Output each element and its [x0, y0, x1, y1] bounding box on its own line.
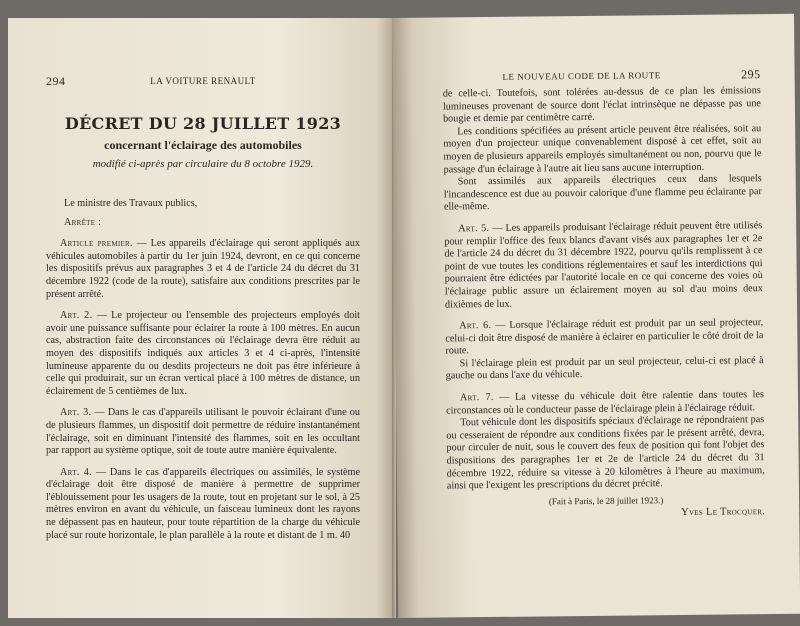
- decree-signoff: (Fait à Paris, le 28 juillet 1923.): [548, 494, 664, 507]
- left-running-head: [46, 76, 360, 92]
- right-paragraph-text: Si l'éclairage plein est produit par un seul projecteur, celui-ci est placé à gauche ou dans l'axe du véhicule.: [445, 355, 764, 382]
- right-paragraphs: [443, 85, 765, 493]
- left-page-number: 294: [46, 74, 66, 88]
- left-paragraph: [46, 407, 360, 457]
- left-page: [8, 18, 392, 618]
- right-paragraph: [445, 317, 763, 358]
- left-paragraph: [46, 467, 360, 543]
- left-running-title: LA VOITURE RENAULT: [150, 76, 256, 86]
- right-paragraph: [446, 414, 765, 493]
- right-article-label: Art. 6.: [459, 320, 492, 332]
- right-paragraph-text: Tout véhicule dont les dispositifs spéciaux d'éclairage ne répondraient pas ou cesseraient de répondre aux conditions fixées par le présent arrêté, devra, pour circuler de nuit, sous le couvert des feux de position qui font l'objet des dispositions des paragraphes 1er et 2e de l'article 24 du décret du 31 décembre 1922, réduire sa vitesse à 20 kilomètres à l'heure au maximum, ainsi que l'exigent les prescriptions du décret précité.: [446, 414, 765, 492]
- right-paragraph-text: de celle-ci. Toutefois, sont tolérées au-dessus de ce plan les émissions lumineuses provenant de source dont l'éclat intrinsèque ne dépasse pas une bougie et demie par centimètre carré.: [442, 85, 761, 125]
- right-paragraph-text: — Les appareils produisant l'éclairage réduit peuvent être utilisés pour remplir l'office des feux blancs d'avant visés aux paragraphes 1er et 2e de l'article 24 du décret du 31 décembre 1922, pourvu qu'ils remplissent à ce point de vue toutes les conditions réglementaires et sauf les interdictions qui pourraient être édictées par l'autorité locale en ce qui concerne des voies où l'éclairage public assure un éclairement moyen au sol d'au moins deux dixièmes de lux.: [444, 220, 763, 310]
- right-paragraph: [446, 355, 764, 384]
- left-paragraphs: [46, 238, 360, 542]
- decree-subtitle: concernant l'éclairage des automobiles: [104, 138, 302, 152]
- right-paragraph-text: Sont assimilés aux appareils électriques ceux dans lesquels l'incandescence est due au pouvoir calorique d'une flamme peu éclairante par elle-même.: [443, 173, 762, 213]
- left-paragraph-text: — Dans le cas d'appareils utilisant le pouvoir éclairant d'une ou de plusieurs flammes, un dispositif doit permettre de réduire instantanément l'éclairage, soit en diminuant l'intensité des flammes, soit en les occultant par rapport au système optique, soit de toute autre manière équivalente.: [46, 407, 360, 457]
- decree-title: DÉCRET DU 28 JUILLET 1923: [64, 114, 342, 133]
- right-page: [392, 14, 800, 618]
- left-article-label: Art. 3.: [60, 407, 92, 419]
- minister-line: Le ministre des Travaux publics,: [64, 198, 198, 209]
- left-article-label: Article premier.: [60, 238, 133, 250]
- right-paragraph: [443, 85, 761, 126]
- left-paragraph-text: — Le projecteur ou l'ensemble des projecteurs employés doit avoir une puissance suffisante pour éclairer la route à 100 mètres. En aucun cas, abstraction faite des circonstances où l'éclairage devra être réduit au moyen des dispositifs indiqués aux articles 3 et 4 ci-après, l'intensité lumineuse apparente du ou desdits projecteurs ne doit pas être inférieure à celle qui produirait, sur un écran vertical placé à 100 mètres de distance, un éclairement de 5 centièmes de lux.: [46, 310, 361, 397]
- left-article-label: Art. 4.: [60, 466, 93, 478]
- decree-modification: modifié ci-après par circulaire du 8 octobre 1929.: [92, 158, 314, 170]
- right-paragraph: [444, 220, 763, 311]
- right-page-number: 295: [741, 67, 761, 82]
- right-running-head: [443, 69, 761, 88]
- arrete-heading: Arrête :: [64, 216, 102, 228]
- right-paragraph: [444, 173, 762, 214]
- right-paragraph-text: — La vitesse du véhicule doit être ralentie dans toutes les circonstances où le conducteur passe de l'éclairage plein à l'éclairage réduit.: [446, 389, 765, 417]
- right-article-label: Art. 5.: [458, 222, 490, 235]
- right-paragraph: [443, 123, 762, 177]
- left-paragraph-text: — Dans le cas d'appareils électriques ou assimilés, le système d'éclairage doit être disposé de manière à permettre de supprimer l'éblouissement pour les usagers de la route, tout en projetant sur le sol, à 25 mètres environ en avant du véhicule, un faisceau lumineux dont les rayons ne dépassent pas en hauteur, pour toute répartition de la charge du véhicule placé sur route horizontale, le plan parallèle à la route et distant de 1 m. 40: [46, 466, 360, 541]
- right-paragraph-text: Les conditions spécifiées au présent article peuvent être réalisées, soit au moyen d'un projecteur unique convenablement disposé à cet effet, soit au moyen de plusieurs appareils employés simultanément ou non, pourvu que le passage d'un éclairage à l'autre ait lieu sans aucune interruption.: [443, 122, 762, 176]
- right-paragraph-text: — Lorsque l'éclairage réduit est produit par un seul projecteur, celui-ci doit être disposé de manière à éclairer en particulier le côté droit de la route.: [445, 317, 764, 357]
- left-paragraph: [46, 238, 360, 301]
- right-article-label: Art. 7.: [459, 392, 494, 404]
- right-paragraph: [446, 389, 764, 418]
- left-paragraph-text: — Les appareils d'éclairage qui seront appliqués aux véhicules automobiles à partir du 1er juin 1924, devront, en ce qui concerne les dispositifs prévus aux paragraphes 3 et 4 de l'article 24 du décret du 31 décembre 1922 (code de la route), satisfaire aux conditions prescrites par le présent arrêté.: [46, 238, 360, 300]
- signature: Yves Le Trocquer.: [680, 505, 766, 518]
- left-paragraph: [46, 310, 360, 398]
- left-article-label: Art. 2.: [60, 310, 93, 322]
- right-running-title: LE NOUVEAU CODE DE LA ROUTE: [502, 70, 661, 82]
